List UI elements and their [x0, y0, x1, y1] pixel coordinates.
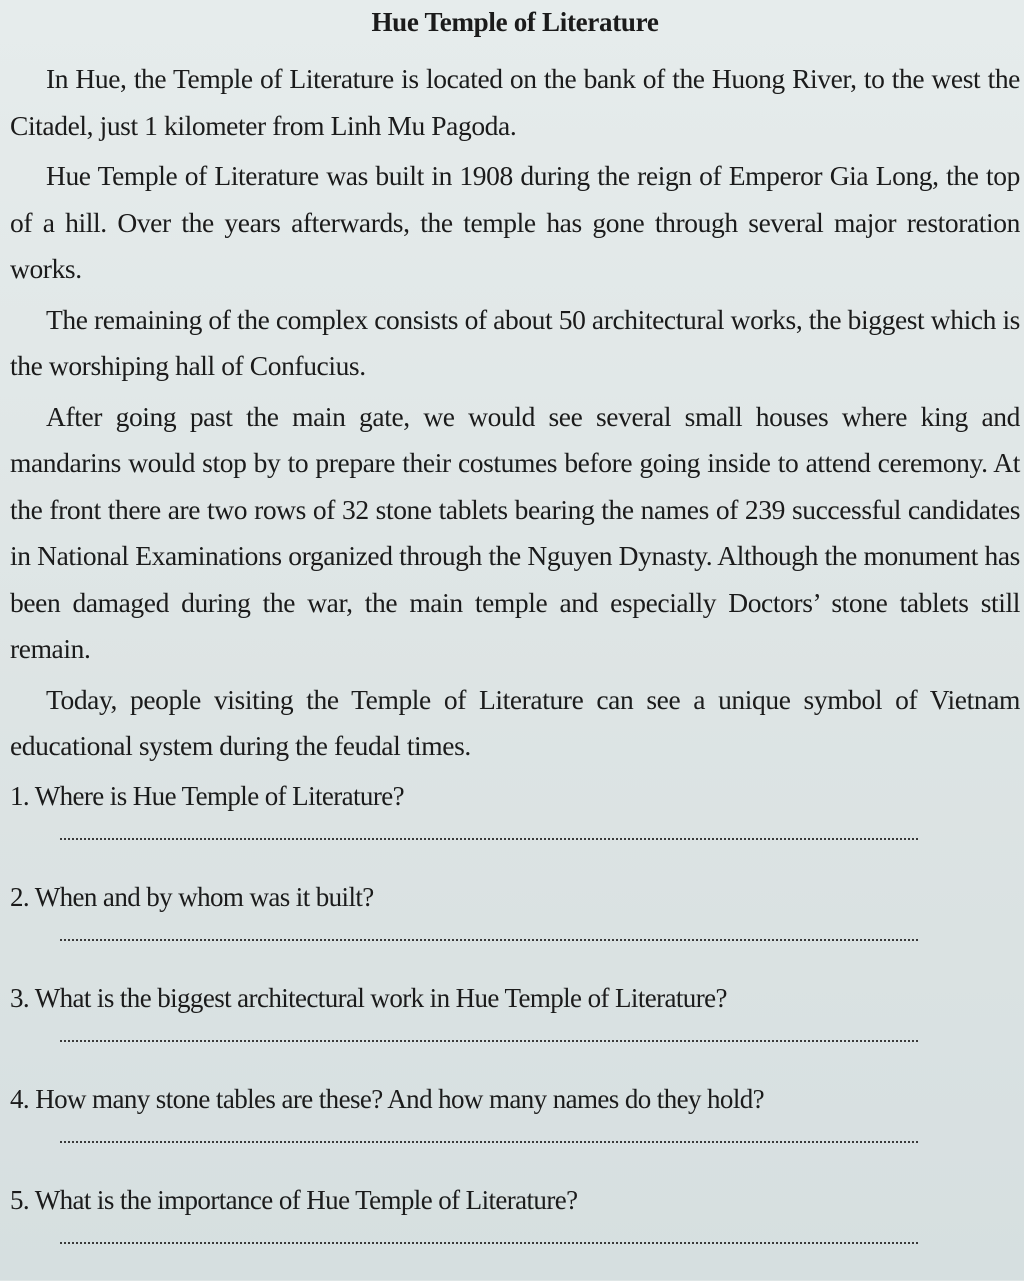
- question-list: [10, 776, 1020, 1281]
- question-5: 5. What is the importance of Hue Temple of Literature?: [10, 1184, 578, 1215]
- question-item: [10, 978, 1020, 1079]
- answer-line-2[interactable]: [60, 939, 918, 941]
- paragraph-main-gate: After going past the main gate, we would see several small houses where king and mandarins would stop by to prepare their costumes before going inside to attend ceremony. At the front there are two rows of 32 stone tablets bearing the names of 239 successful candidates in National Examinations organized through the Nguyen Dynasty. Although the monument has been damaged during the war, the main temple and especially Doctors’ stone tablets still remain.: [10, 400, 1020, 664]
- question-item: [10, 877, 1020, 978]
- answer-line-1[interactable]: [60, 838, 918, 840]
- paragraph-complex: The remaining of the complex consists of about 50 architectural works, the biggest which is the worshiping hall of Confucius.: [10, 303, 1020, 381]
- question-1: 1. Where is Hue Temple of Literature?: [10, 780, 404, 811]
- question-item: [10, 1180, 1020, 1281]
- paragraph-history: Hue Temple of Literature was built in 1908 during the reign of Emperor Gia Long, the top of a hill. Over the years afterwards, the temple has gone through several major restoration works.: [10, 160, 1020, 284]
- document-title: Hue Temple of Literature: [371, 7, 659, 37]
- question-4: 4. How many stone tables are these? And how many names do they hold?: [10, 1083, 765, 1114]
- paragraph-location: In Hue, the Temple of Literature is located on the bank of the Huong River, to the west the Citadel, just 1 kilometer from Linh Mu Pagoda.: [10, 63, 1020, 141]
- question-item: [10, 1079, 1020, 1180]
- question-3: 3. What is the biggest architectural work in Hue Temple of Literature?: [10, 982, 727, 1013]
- answer-line-3[interactable]: [60, 1040, 918, 1042]
- paragraph-today: Today, people visiting the Temple of Literature can see a unique symbol of Vietnam educational system during the feudal times.: [10, 683, 1020, 761]
- question-2: 2. When and by whom was it built?: [10, 881, 374, 912]
- answer-line-5[interactable]: [60, 1242, 918, 1244]
- answer-line-4[interactable]: [60, 1141, 918, 1143]
- question-item: [10, 776, 1020, 877]
